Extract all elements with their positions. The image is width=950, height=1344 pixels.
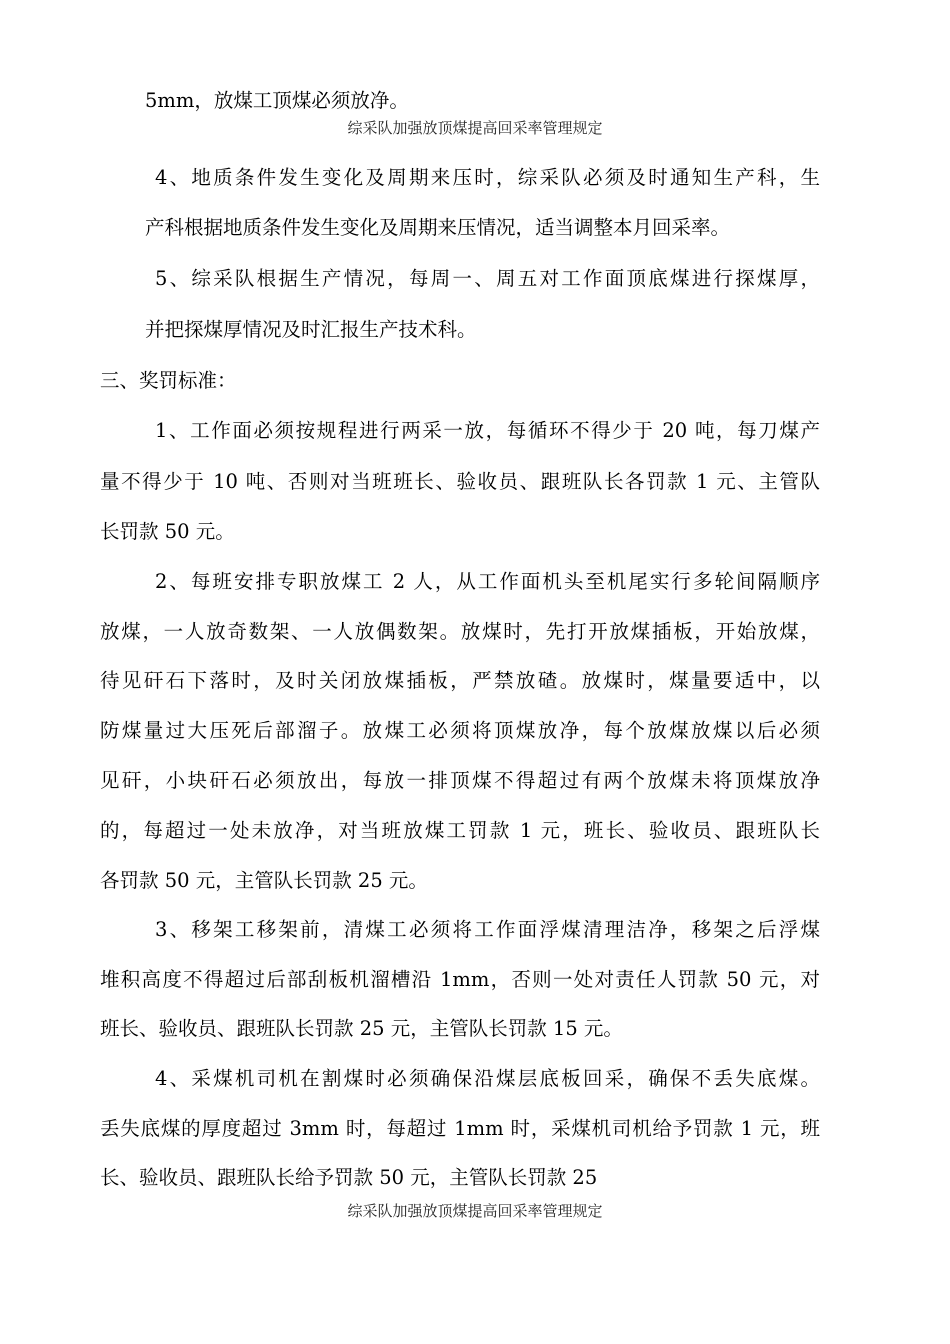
text-line: 见矸，小块矸石必须放出，每放一排顶煤不得超过有两个放煤未将顶煤放净 — [100, 769, 820, 792]
running-header-bottom: 综采队加强放顶煤提高回采率管理规定 — [347, 1202, 603, 1220]
text-line: 5、综采队根据生产情况，每周一、周五对工作面顶底煤进行探煤厚， — [155, 267, 820, 290]
text-line: 长、验收员、跟班队长给予罚款 50 元，主管队长罚款 25 — [100, 1166, 598, 1189]
text-line: 3、移架工移架前，清煤工必须将工作面浮煤清理洁净，移架之后浮煤 — [155, 918, 820, 941]
text-line: 产科根据地质条件发生变化及周期来压情况，适当调整本月回采率。 — [145, 216, 731, 239]
text-line: 2、每班安排专职放煤工 2 人，从工作面机头至机尾实行多轮间隔顺序 — [155, 570, 820, 593]
section-heading: 三、奖罚标准： — [100, 369, 237, 392]
text-line: 1、工作面必须按规程进行两采一放，每循环不得少于 20 吨，每刀煤产 — [155, 419, 820, 442]
text-line: 班长、验收员、跟班队长罚款 25 元，主管队长罚款 15 元。 — [100, 1017, 623, 1040]
text-line: 长罚款 50 元。 — [100, 520, 235, 543]
text-line: 放煤，一人放奇数架、一人放偶数架。放煤时，先打开放煤插板，开始放煤， — [100, 620, 820, 643]
text-line: 4、地质条件发生变化及周期来压时，综采队必须及时通知生产科，生 — [155, 166, 820, 189]
text-line: 5mm，放煤工顶煤必须放净。 — [145, 89, 409, 112]
text-line: 的，每超过一处未放净，对当班放煤工罚款 1 元，班长、验收员、跟班队长 — [100, 819, 820, 842]
text-line: 并把探煤厚情况及时汇报生产技术科。 — [145, 318, 477, 341]
text-line: 堆积高度不得超过后部刮板机溜槽沿 1mm，否则一处对责任人罚款 50 元，对 — [100, 968, 820, 991]
text-line: 待见矸石下落时，及时关闭放煤插板，严禁放碴。放煤时，煤量要适中，以 — [100, 669, 820, 692]
text-line: 量不得少于 10 吨、否则对当班班长、验收员、跟班队长各罚款 1 元、主管队 — [100, 470, 820, 493]
text-line: 4、采煤机司机在割煤时必须确保沿煤层底板回采，确保不丢失底煤。 — [155, 1067, 820, 1090]
text-line: 防煤量过大压死后部溜子。放煤工必须将顶煤放净，每个放煤放煤以后必须 — [100, 719, 820, 742]
text-line: 丢失底煤的厚度超过 3mm 时，每超过 1mm 时，采煤机司机给予罚款 1 元，班 — [100, 1117, 820, 1140]
text-line: 各罚款 50 元，主管队长罚款 25 元。 — [100, 869, 428, 892]
running-header-top: 综采队加强放顶煤提高回采率管理规定 — [347, 119, 603, 137]
